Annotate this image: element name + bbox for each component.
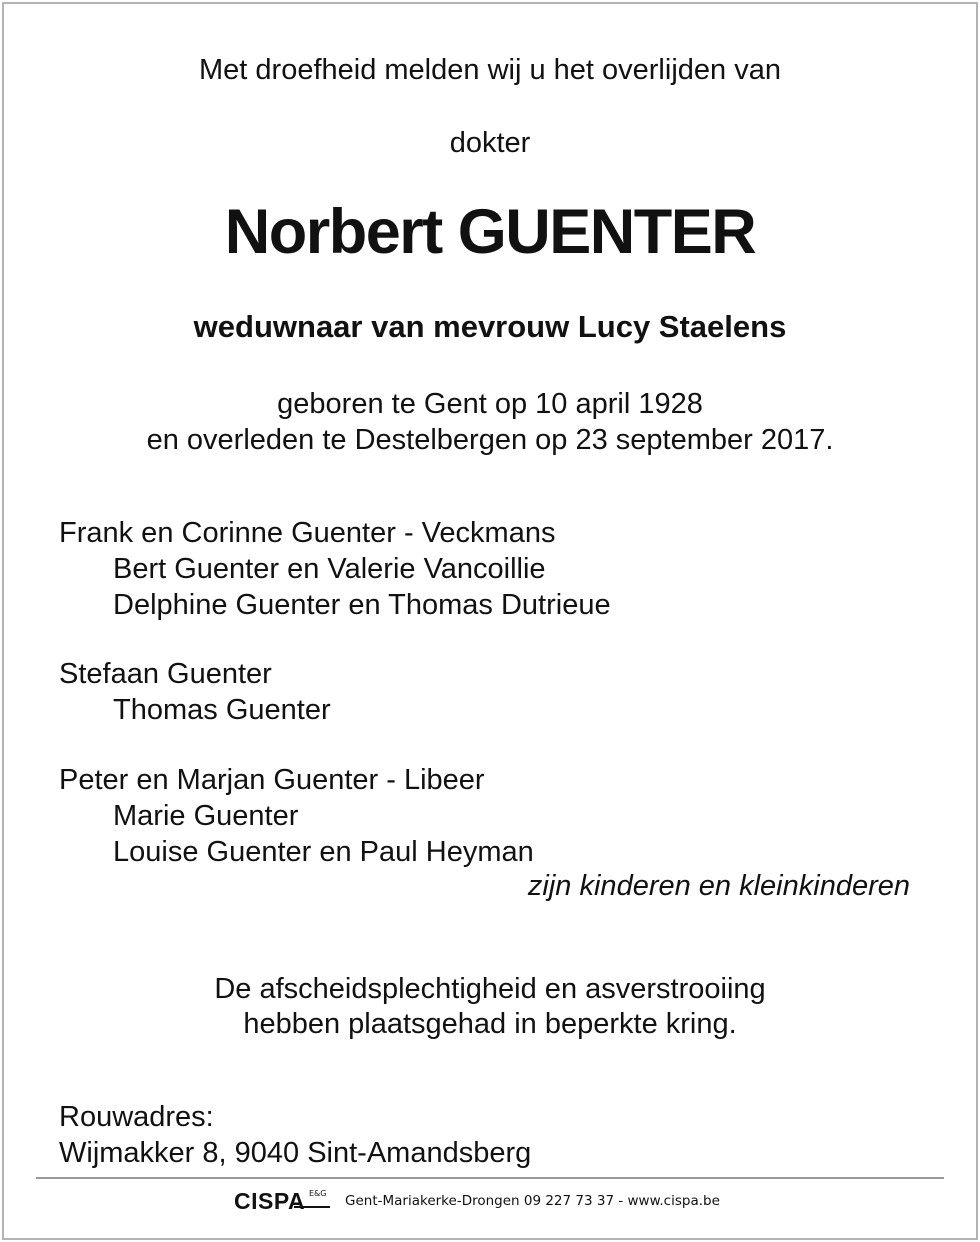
family-child: Marie Guenter xyxy=(113,800,299,832)
family-child: Delphine Guenter en Thomas Dutrieue xyxy=(113,589,611,621)
address-label: Rouwadres: xyxy=(59,1101,214,1133)
death-line: en overleden te Destelbergen op 23 september 2017. xyxy=(146,424,834,456)
deceased-name: Norbert GUENTER xyxy=(224,197,756,267)
deceased-title: dokter xyxy=(449,127,531,159)
logo-underline xyxy=(294,1206,330,1208)
intro-text: Met droefheid melden wij u het overlijden van xyxy=(199,54,781,86)
family-child: Bert Guenter en Valerie Vancoillie xyxy=(113,553,546,585)
birth-line: geboren te Gent op 10 april 1928 xyxy=(277,388,703,420)
family-parents-3: Peter en Marjan Guenter - Libeer xyxy=(59,764,485,796)
family-parents-2: Stefaan Guenter xyxy=(59,658,272,690)
cispa-logo: CISPA xyxy=(234,1188,306,1214)
family-signature: zijn kinderen en kleinkinderen xyxy=(527,870,910,902)
widower-line: weduwnaar van mevrouw Lucy Staelens xyxy=(193,309,787,344)
logo-superscript: E&G xyxy=(309,1189,327,1198)
ceremony-line-1: De afscheidsplechtigheid en asverstrooiing xyxy=(214,973,766,1005)
funeral-home-contact: Gent-Mariakerke-Drongen 09 227 73 37 - www.cispa.be xyxy=(345,1193,720,1209)
ceremony-line-2: hebben plaatsgehad in beperkte kring. xyxy=(243,1008,737,1040)
family-parents-1: Frank en Corinne Guenter - Veckmans xyxy=(59,517,556,549)
family-child: Thomas Guenter xyxy=(113,694,331,726)
family-child: Louise Guenter en Paul Heyman xyxy=(113,836,534,868)
address-line: Wijmakker 8, 9040 Sint-Amandsberg xyxy=(59,1137,532,1169)
footer-divider xyxy=(36,1177,944,1179)
